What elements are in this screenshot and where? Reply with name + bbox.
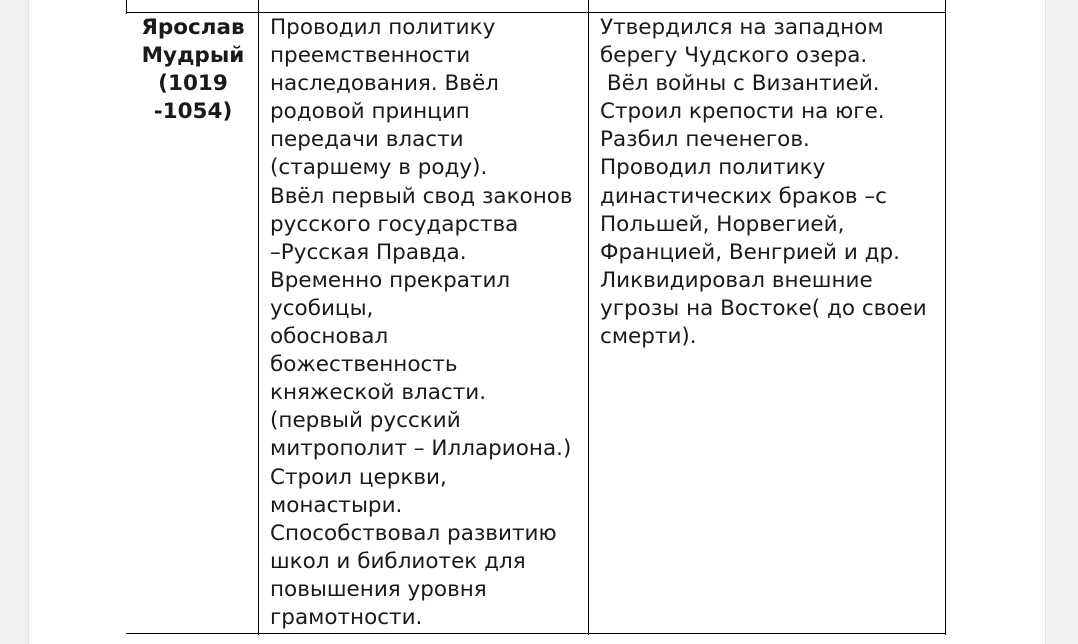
foreign-policy-line: Проводил политику <box>600 155 826 181</box>
foreign-policy-line: угрозы на Востоке( до своеи <box>600 295 927 321</box>
policy-line: усобицы, <box>270 295 374 321</box>
policy-line: грамотности. <box>270 604 423 630</box>
ruler-reign-years: (1019 <box>158 71 228 97</box>
policy-line: Ввёл первый свод законов <box>270 183 573 209</box>
policy-line: (первый русский <box>270 408 461 434</box>
policy-line: наследования. Ввёл <box>270 71 499 97</box>
policy-line: передачи власти <box>270 127 464 153</box>
table-top-rule <box>126 12 946 13</box>
foreign-policy-line: Вёл войны с Византией. <box>600 71 880 97</box>
foreign-policy-line: Утвердился на западном <box>600 15 884 40</box>
policy-line: княжеской власти. <box>270 380 487 406</box>
policy-line: обосновал <box>270 324 389 350</box>
foreign-policy-line: Польшей, Норвегией, <box>600 211 845 237</box>
policy-line: Строил церкви, <box>270 464 447 490</box>
domestic-policy-cell <box>270 14 573 632</box>
ruler-name-line: Мудрый <box>141 43 245 69</box>
foreign-policy-cell <box>600 14 927 351</box>
policy-line: Способствовал развитию <box>270 520 557 546</box>
policy-line: –Русская Правда. <box>270 239 467 265</box>
ruler-name-line: Ярослав <box>141 15 245 40</box>
foreign-policy-line: Разбил печенегов. <box>600 127 810 153</box>
policy-line: родовой принцип <box>270 99 470 125</box>
foreign-policy-line: берегу Чудского озера. <box>600 43 868 69</box>
policy-line: божественность <box>270 352 458 378</box>
foreign-policy-line: Францией, Венгрией и др. <box>600 239 901 265</box>
foreign-policy-line: смерти). <box>600 324 697 350</box>
table-bottom-rule <box>126 633 946 634</box>
policy-line: митрополит – Иллариона.) <box>270 436 572 462</box>
foreign-policy-line: династических браков –с <box>600 183 887 209</box>
ruler-reign-years: -1054) <box>153 99 233 125</box>
policy-line: Проводил политику <box>270 15 496 40</box>
ruler-name-cell <box>128 14 258 126</box>
policy-line: монастыри. <box>270 492 403 518</box>
foreign-policy-line: Строил крепости на юге. <box>600 99 885 125</box>
policy-line: повышения уровня <box>270 576 487 602</box>
table-right-border <box>945 0 946 635</box>
foreign-policy-line: Ликвидировал внешние <box>600 267 873 293</box>
policy-line: (старшему в роду). <box>270 155 488 181</box>
policy-line: школ и библиотек для <box>270 548 526 574</box>
policy-line: русского государства <box>270 211 519 237</box>
column-divider-2 <box>588 0 589 635</box>
policy-line: Временно прекратил <box>270 267 511 293</box>
column-divider-1 <box>258 0 259 635</box>
policy-line: преемственности <box>270 43 471 69</box>
